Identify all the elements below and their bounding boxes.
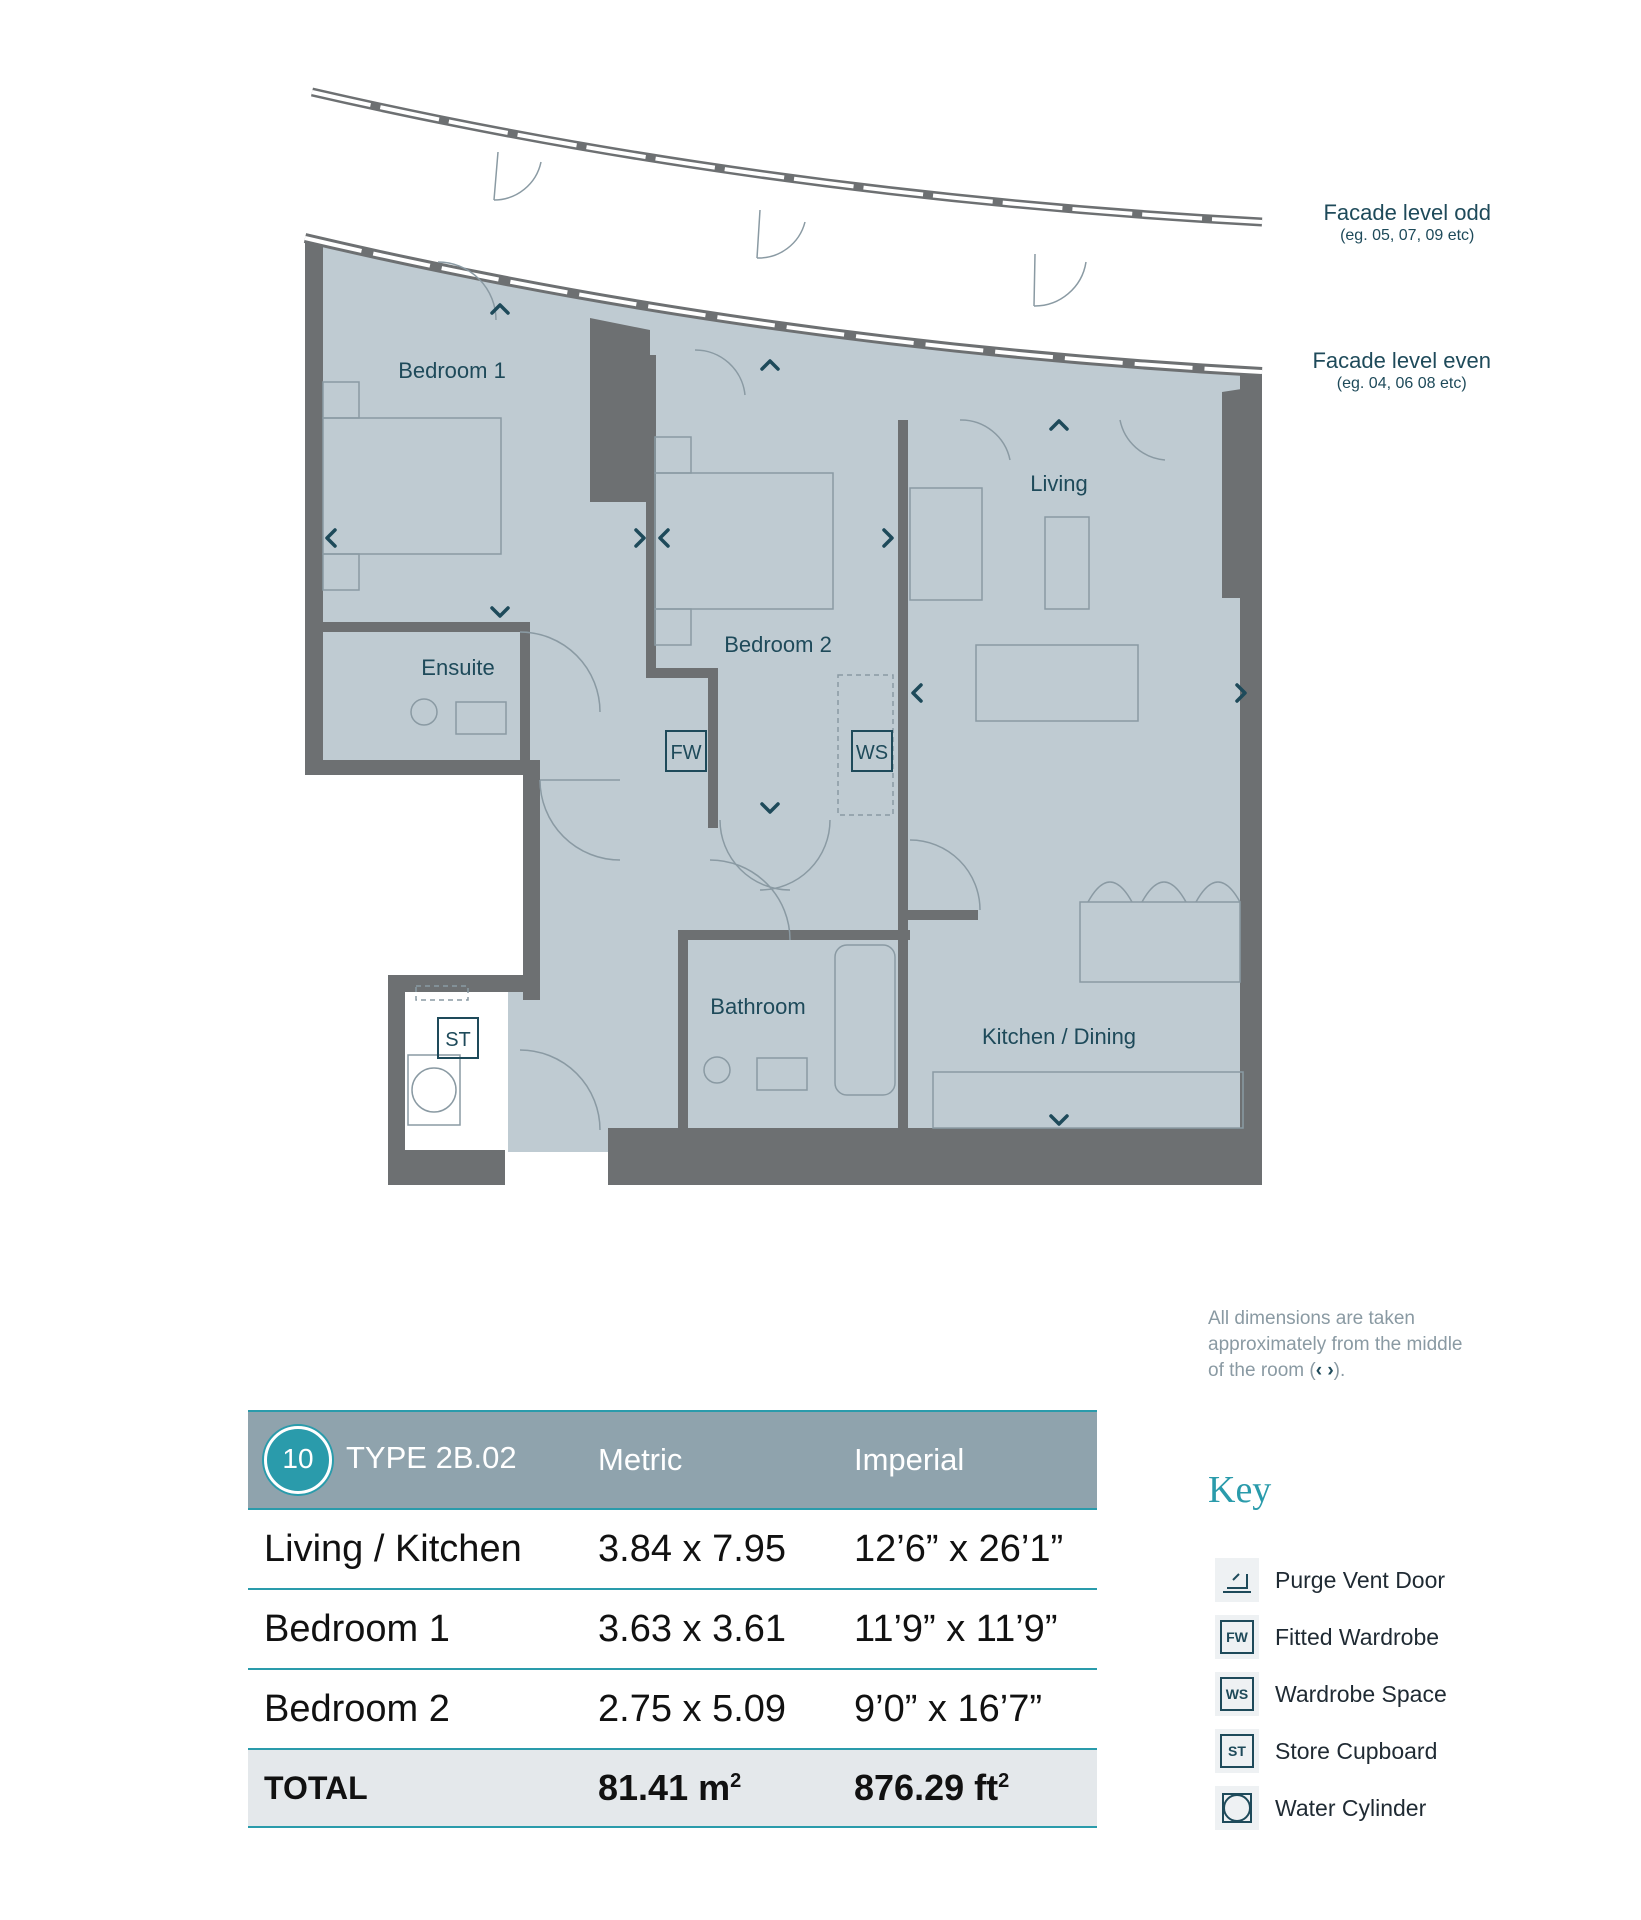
row-metric: 3.84 x 7.95: [582, 1509, 838, 1589]
key-item-wardrobe-space: [1215, 1671, 1447, 1717]
row-name: Bedroom 1: [248, 1589, 582, 1669]
table-row: [248, 1589, 1097, 1669]
key-item-purge-vent-door: [1215, 1557, 1445, 1603]
room-label-ensuite: Ensuite: [421, 655, 495, 680]
fitted-wardrobe-icon: [1215, 1615, 1259, 1659]
total-label: TOTAL: [248, 1749, 582, 1827]
chevron-pair-icon: ‹ ›: [1315, 1360, 1334, 1381]
total-metric: [582, 1749, 838, 1827]
facade-even-title: Facade level even: [1312, 348, 1491, 373]
store-cupboard-icon: [1215, 1729, 1259, 1773]
header-type-cell: [248, 1411, 582, 1509]
key-label: Wardrobe Space: [1275, 1680, 1447, 1707]
dimensions-table: [248, 1410, 1097, 1828]
room-label-bedroom-1: Bedroom 1: [398, 358, 506, 383]
unit-type: TYPE 2B.02: [346, 1440, 517, 1476]
key-label: Water Cylinder: [1275, 1794, 1427, 1821]
dimensions-note-end: ).: [1333, 1360, 1346, 1381]
room-label-bathroom: Bathroom: [710, 994, 806, 1019]
row-metric: 2.75 x 5.09: [582, 1669, 838, 1749]
facade-odd-subtitle: (eg. 05, 07, 09 etc): [1340, 227, 1475, 244]
unit-number-badge: 10: [264, 1426, 332, 1494]
row-name: Bedroom 2: [248, 1669, 582, 1749]
svg-text:WS: WS: [855, 742, 889, 764]
total-metric-value: 81.41 m: [598, 1767, 731, 1808]
key-label: Purge Vent Door: [1275, 1566, 1446, 1593]
room-label-bedroom-2: Bedroom 2: [724, 632, 832, 657]
key-title: Key: [1208, 1469, 1272, 1511]
tag-store-cupboard: [438, 1018, 478, 1058]
key-item-fitted-wardrobe: [1215, 1614, 1439, 1660]
svg-text:ST: ST: [445, 1029, 471, 1051]
total-imperial: [838, 1749, 1097, 1827]
row-name: Living / Kitchen: [248, 1509, 582, 1589]
header-imperial: Imperial: [838, 1411, 1097, 1509]
facade-odd-line: [312, 92, 1262, 222]
svg-text:FW: FW: [670, 742, 702, 764]
purge-vent-door-icon: [1215, 1558, 1259, 1602]
room-label-kitchen-dining: Kitchen / Dining: [981, 1024, 1137, 1049]
store-cupboard-symbol: ST: [1220, 1734, 1254, 1768]
total-imperial-value: 876.29 ft: [854, 1767, 999, 1808]
facade-odd-title: Facade level odd: [1323, 200, 1491, 225]
wardrobe-space-symbol: WS: [1220, 1677, 1254, 1711]
facade-odd-label: [1323, 200, 1491, 246]
dimensions-note: [1208, 1306, 1468, 1384]
table-header: [248, 1411, 1097, 1509]
key-item-store-cupboard: [1215, 1728, 1437, 1774]
key-item-water-cylinder: [1215, 1785, 1426, 1831]
wardrobe-space-icon: [1215, 1672, 1259, 1716]
dimensions-note-text: All dimensions are taken approximately from the middle of the room (: [1208, 1308, 1463, 1381]
row-imperial: 11’9” x 11’9”: [838, 1589, 1097, 1669]
row-imperial: 9’0” x 16’7”: [838, 1669, 1097, 1749]
header-metric: Metric: [582, 1411, 838, 1509]
fitted-wardrobe-symbol: FW: [1220, 1620, 1254, 1654]
facade-even-label: [1312, 348, 1491, 394]
key-label: Store Cupboard: [1275, 1737, 1438, 1764]
total-imperial-sup: 2: [998, 1770, 1010, 1792]
facade-even-subtitle: (eg. 04, 06 08 etc): [1336, 375, 1467, 392]
total-metric-sup: 2: [730, 1770, 742, 1792]
key-label: Fitted Wardrobe: [1275, 1623, 1440, 1650]
table-total-row: [248, 1749, 1097, 1827]
row-imperial: 12’6” x 26’1”: [838, 1509, 1097, 1589]
table-row: [248, 1509, 1097, 1589]
row-metric: 3.63 x 3.61: [582, 1589, 838, 1669]
water-cylinder-icon: [1215, 1786, 1259, 1830]
room-label-living: Living: [1030, 471, 1088, 496]
table-row: [248, 1669, 1097, 1749]
